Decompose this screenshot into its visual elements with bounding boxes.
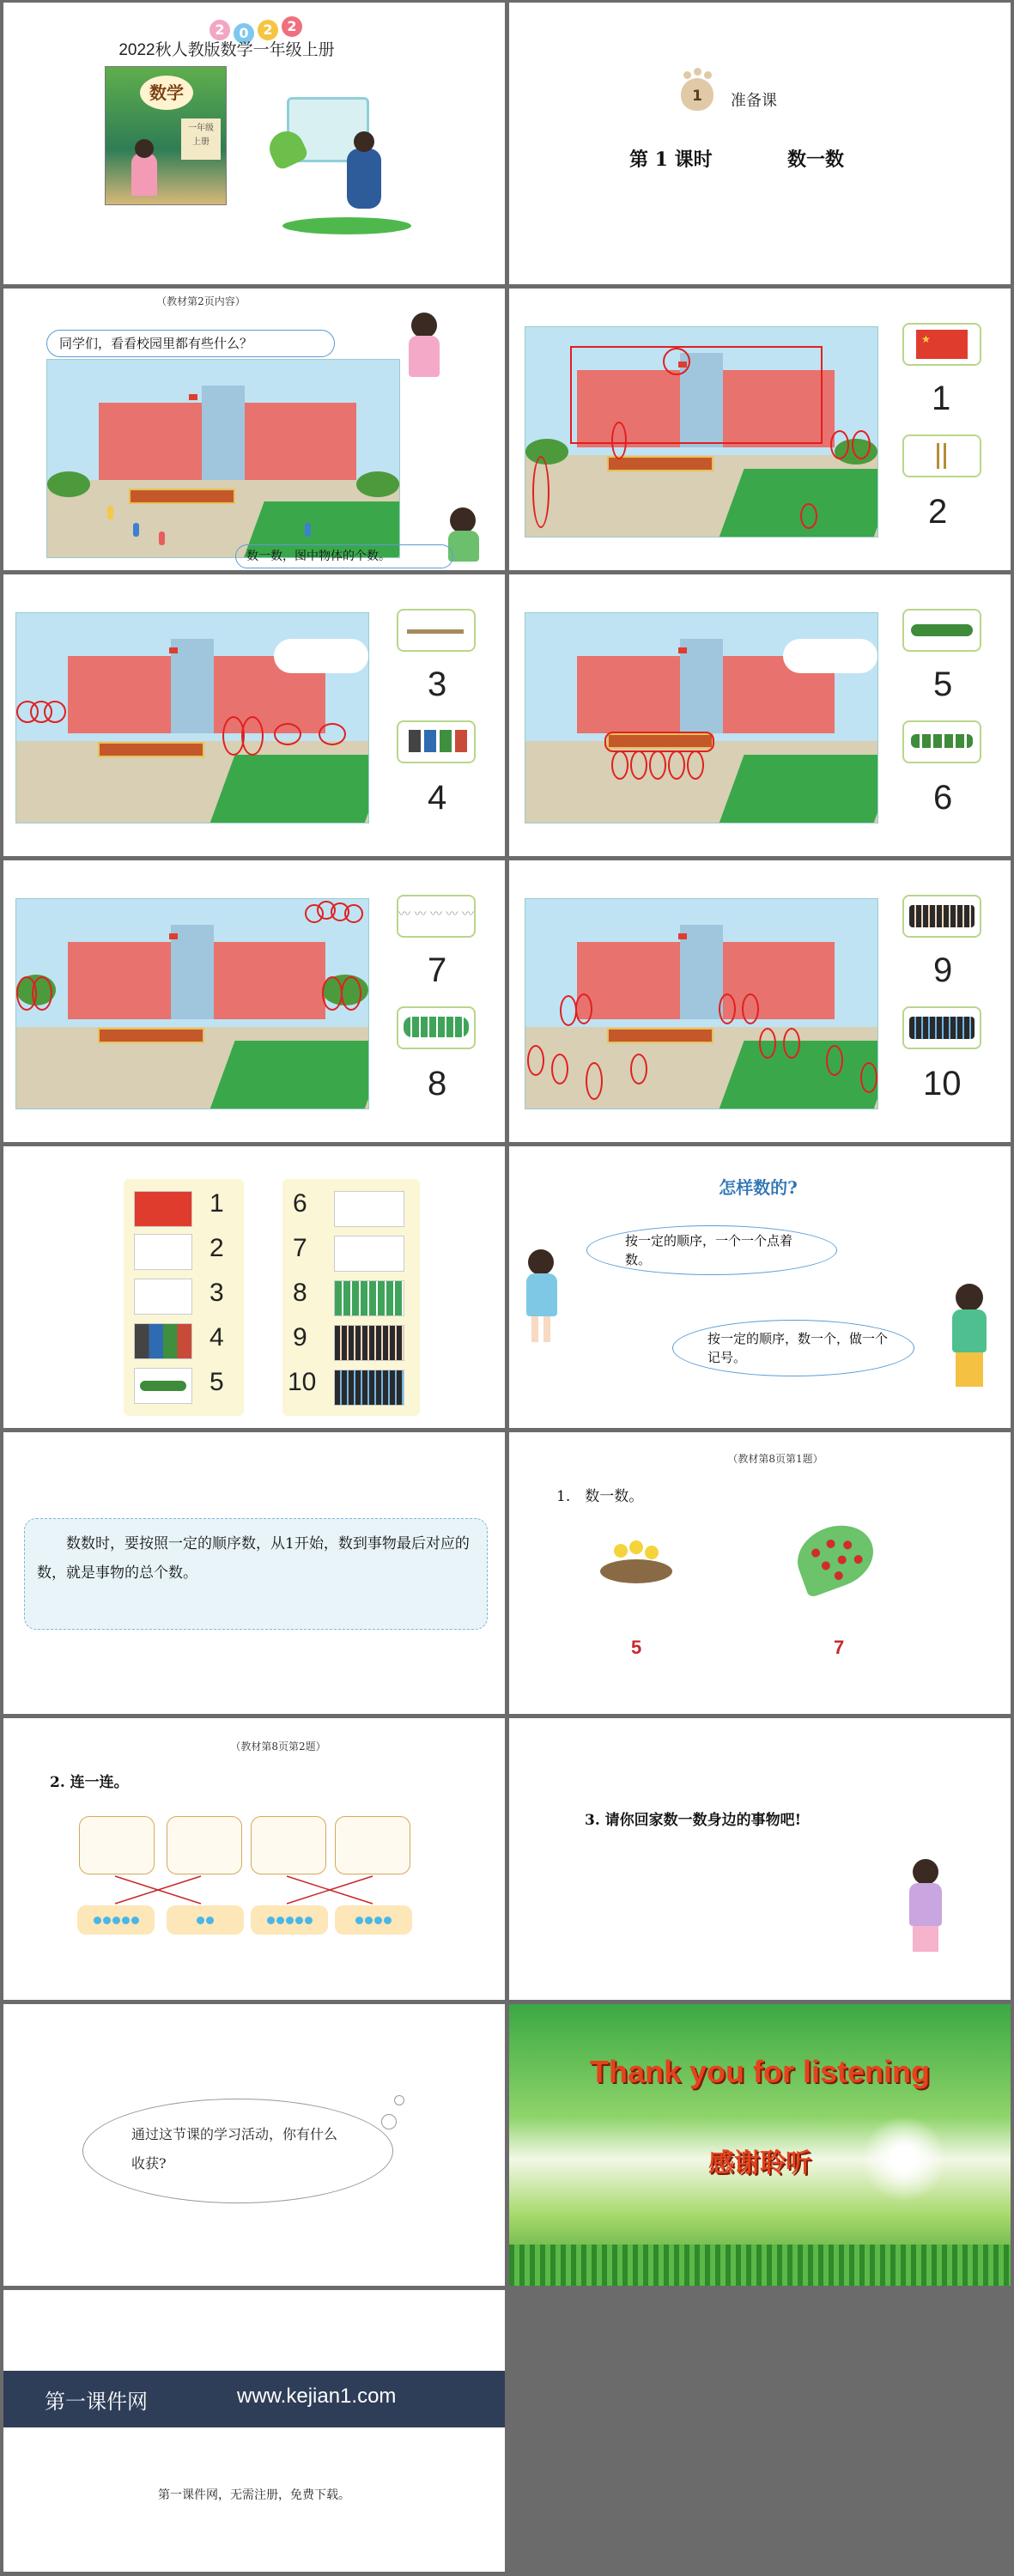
highlight-circle [630,1054,647,1084]
dot-group [251,1905,328,1935]
girl-figure [526,1273,557,1316]
year-digit: 2 [209,20,230,40]
boy-figure [347,149,381,209]
count-number: 5 [933,665,953,703]
answer-nest: 5 [631,1637,642,1658]
source-note: （教材第8页第2题） [230,1741,326,1753]
summary-number: 5 [209,1368,224,1396]
bench-icon [134,1279,192,1315]
boy-head [450,507,476,533]
dot-group [77,1905,155,1935]
summary-number: 2 [209,1234,224,1262]
question-title: 怎样数的? [719,1177,798,1198]
campus-scene [525,898,878,1109]
flag-star-icon: ★ [921,333,931,345]
girl-speech-bubble [586,1225,837,1275]
highlight-circle [344,904,363,923]
highlight-circle [611,750,628,780]
count-number: 3 [428,665,447,703]
paw-toe [683,71,691,79]
campus-scene [525,326,878,538]
card-chicks [251,1816,326,1874]
slide-summary-rule [3,1432,505,1714]
highlight-box [604,732,714,752]
boy-head [956,1284,983,1311]
site-name: 第一课件网 [45,2390,148,2414]
highlight-circle [719,993,736,1024]
thanks-english: Thank you for listening [589,2054,931,2089]
slide-exercise-2 [3,1718,505,2000]
highlight-circle [687,750,704,780]
highlight-circle [800,503,817,529]
girl-figure [909,1883,942,1926]
cloud-text: 通过这节课的学习活动，你有什么收获? [131,2126,338,2172]
paw-badge: 1 [681,78,713,111]
highlight-circle [826,1045,843,1076]
girl-head [913,1859,938,1885]
book-grade-card [181,118,221,160]
summary-box: 数数时，要按照一定的顺序数，从1开始，数到事物最后对应的数，就是事物的总个数。 [24,1518,488,1630]
slide-thank-you [509,2004,1011,2286]
boy-figure [952,1309,987,1352]
slide-count-9-10 [509,860,1011,1142]
flag-icon [134,1191,192,1227]
slide-count-1-2 [509,289,1011,570]
source-note: （教材第2页内容） [156,295,246,307]
boy-speech-text: 按一定的顺序，数一个，做一个记号。 [707,1331,889,1365]
highlight-circle [341,976,361,1011]
highlight-circle [649,750,666,780]
bird-icons [334,1236,404,1272]
summary-number: 1 [209,1189,224,1218]
exercise-title: 1. 数一数。 [556,1488,644,1505]
girl-leg [543,1316,550,1342]
student-icons [909,905,975,927]
slide-count-3-4 [3,574,505,856]
tree-icons [334,1280,404,1316]
bird-nest-illustration [597,1534,676,1587]
teacher-figure [409,336,440,377]
highlight-circle [630,750,647,780]
site-url[interactable]: www.kejian1.com [237,2385,397,2408]
flowerbed-card [902,609,981,652]
campus-scene [15,898,369,1109]
birds-card [397,895,476,938]
slide-count-5-6 [509,574,1011,856]
source-note: （教材第8页第1题） [727,1453,823,1465]
flowerpot-card [902,720,981,763]
slide-lesson-title [509,3,1011,284]
bird-icons: 〰 〰 〰 〰 〰 [398,908,474,921]
count-number: 7 [428,951,447,989]
exercise-title: 3. 请你回家数一数身边的事物吧! [585,1812,802,1829]
boy-pants [956,1352,983,1387]
summary-number: 9 [293,1323,307,1352]
highlight-circle [742,993,759,1024]
dot-group [167,1905,244,1935]
highlight-circle [44,701,66,723]
book-volume: 上册 [192,137,209,147]
summary-number: 3 [209,1279,224,1307]
summary-panel-right [282,1179,420,1416]
boy-speech-bubble [672,1320,914,1376]
count-number: 9 [933,951,953,989]
highlight-circle [860,1062,877,1093]
summary-number: 8 [293,1279,307,1307]
year-digit: 0 [234,23,254,44]
dot-group [335,1905,412,1935]
campus-scene [15,612,369,823]
slide-exercise-1 [509,1432,1011,1714]
trashbin-icon [424,730,436,752]
trashbin-icon [134,1323,192,1359]
highlight-circle [527,1045,544,1076]
book-grade: 一年级 [188,124,214,133]
year-digit: 2 [282,16,302,37]
summary-number: 6 [293,1189,307,1218]
year-digit: 2 [258,20,278,40]
summary-number: 10 [288,1368,317,1396]
textbook-cover [105,66,227,205]
card-dogs [79,1816,155,1874]
site-banner [3,2371,505,2427]
highlight-circle [551,1054,568,1084]
thought-bubble-dot [381,2114,397,2129]
dandelion-illustration [861,2116,947,2202]
count-number: 8 [428,1065,447,1103]
highlight-circle [783,1028,800,1059]
students-card-10 [902,1006,981,1049]
bench-icon [407,629,464,634]
highlight-circle [322,976,343,1011]
trashbin-icon [440,730,452,752]
trashbin-icon [409,730,421,752]
boy-head [354,131,374,152]
thanks-chinese: 感谢聆听 [708,2148,811,2178]
girl-head [135,139,154,158]
pole-icon [944,443,946,469]
summary-number: 4 [209,1323,224,1352]
thought-bubble-dot [394,2095,404,2105]
slide-footer [3,2290,505,2572]
highlight-circle [532,456,550,528]
count-number: 2 [928,493,948,531]
highlight-circle [560,995,577,1026]
count-number: 4 [428,779,447,817]
highlight-box [570,346,823,444]
teacher-head [411,313,437,338]
flowerpot-icon [334,1191,404,1227]
pole-icon [134,1234,192,1270]
leaf-illustration [789,1516,883,1599]
girl-figure [131,153,157,196]
flowerbed-icon [134,1368,192,1404]
count-number: 1 [932,380,951,417]
slide-campus-intro [3,289,505,570]
thought-cloud [82,2099,393,2203]
slide-cover [3,3,505,284]
count-number: 6 [933,779,953,817]
highlight-circle [668,750,685,780]
footer-text: 第一课件网，无需注册，免费下载。 [158,2488,350,2502]
girl-head [528,1249,554,1275]
flowerpot-icon [911,734,973,748]
flowerbed-icon [911,624,973,636]
slide-number-summary [3,1146,505,1428]
count-number: 10 [923,1065,962,1103]
question-bubble: 同学们，看看校园里都有些什么？ [46,330,335,357]
student-icons [334,1325,404,1361]
student-icons [334,1370,404,1406]
students-card-9 [902,895,981,938]
slide-how-to-count [509,1146,1011,1428]
unit-title: 准备课 [731,92,777,110]
highlight-circle [586,1062,603,1100]
paw-toe [704,71,712,79]
book-label: 数学 [140,76,193,110]
summary-panel-left [124,1179,244,1416]
paw-toe [694,68,701,76]
pole-card [902,434,981,477]
girl-speech-text: 按一定的顺序，一个一个点着数。 [625,1233,793,1267]
girl-leg [531,1316,538,1342]
highlight-circle [241,716,264,756]
trees-card [397,1006,476,1049]
lesson-number: 第 1 课时 [629,149,713,171]
lesson-name: 数一数 [787,149,845,171]
highlight-circle [274,723,301,745]
student-icons [909,1017,975,1039]
highlight-circle [759,1028,776,1059]
slide-count-7-8 [3,860,505,1142]
highlight-circle [852,430,871,459]
trashbin-card [397,720,476,763]
pole-icon [937,443,939,469]
highlight-circle [830,430,849,459]
highlight-circle [32,976,52,1011]
bench-card [397,609,476,652]
flag-card [902,323,981,366]
cover-title: 2022秋人教版数学一年级上册 [118,41,335,59]
trashbin-icon [455,730,467,752]
prompt-bubble: 数一数，图中物体的个数。 [235,544,453,568]
highlight-circle [575,993,592,1024]
matching-lines [72,1873,433,1907]
girl-skirt [913,1926,938,1952]
highlight-circle [319,723,346,745]
exercise-title: 2. 连一连。 [50,1774,129,1791]
campus-scene [525,612,878,823]
slide-reflection [3,2004,505,2286]
answer-leaf: 7 [834,1637,845,1658]
campus-scene [46,359,400,558]
tree-icons [404,1017,469,1037]
card-tadpoles [335,1816,410,1874]
grass-strip [509,2245,1011,2286]
highlight-circle [663,348,690,375]
card-squirrels [167,1816,242,1874]
slide-exercise-3 [509,1718,1011,2000]
summary-number: 7 [293,1234,307,1262]
grass-illustration [282,217,411,234]
highlight-circle [611,422,627,459]
